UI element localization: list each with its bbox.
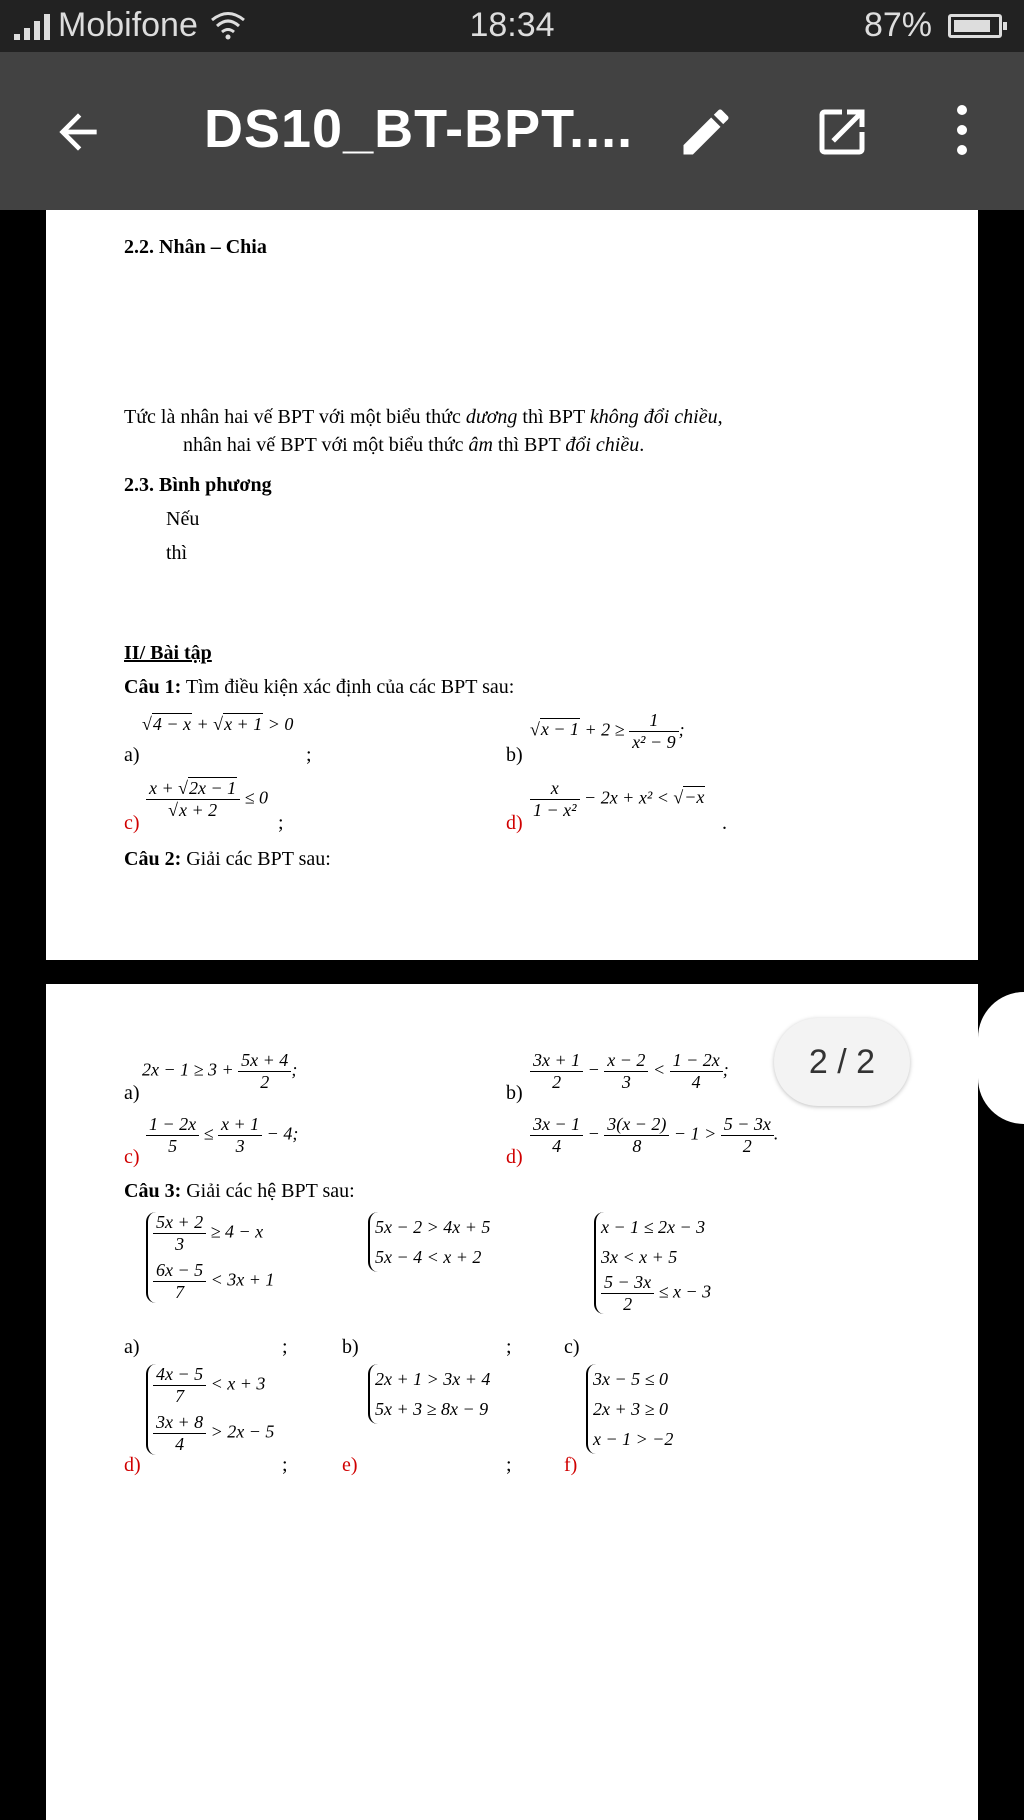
separator: . <box>722 812 727 834</box>
text-run: , <box>717 406 723 428</box>
text-run: nhân hai vế BPT với một biểu thức <box>183 434 469 456</box>
document-page-1 <box>46 210 978 960</box>
math-expression: $\frac{1 - 2x}{5}$ ≤ $\frac{x + 1}{3}$ − 4; <box>146 1114 298 1156</box>
separator: ; <box>278 812 284 834</box>
math-expression: $\frac{3x - 1}{4}$ − $\frac{3(x - 2)}{8}$ − 1 > $\frac{5 - 3x}{2}$ . <box>530 1114 778 1156</box>
text-run-italic: dương <box>465 406 518 428</box>
section-heading: 2.2. Nhân – Chia <box>124 236 267 258</box>
back-arrow-icon[interactable] <box>50 104 106 160</box>
app-bar <box>0 52 1024 210</box>
question-label: Câu 2: <box>124 848 182 870</box>
math-system: $\frac{5x + 2}{3}$ ≥ 4 − x $\frac{6x - 5}{7}$ < 3x + 1 <box>146 1212 274 1303</box>
exercise-label: d) <box>506 812 523 834</box>
question-label: Câu 1: <box>124 676 182 698</box>
question-2 <box>124 848 331 871</box>
question-3 <box>124 1180 355 1203</box>
status-bar <box>0 0 1024 52</box>
text-run-italic: không đổi chiều <box>589 406 718 428</box>
math-expression: $\frac{x + √2x - 1}{√x + 2}$ ≤ 0 <box>146 778 268 820</box>
separator: ; <box>506 1454 512 1476</box>
document-title: DS10_BT-BPT.... <box>204 99 634 159</box>
math-system: x − 1 ≤ 2x − 3 3x < x + 5 $\frac{5 - 3x}{2}$ ≤ x − 3 <box>594 1212 711 1314</box>
exercise-label: c) <box>124 812 140 834</box>
exercise-label: c) <box>124 1146 140 1168</box>
math-expression: 2x − 1 ≥ 3 + $\frac{5x + 4}{2}$ ; <box>142 1050 298 1092</box>
text-line: thì <box>166 542 188 564</box>
math-expression: √4 − x + √x + 1 > 0 <box>142 714 294 734</box>
math-expression: $\frac{3x + 1}{2}$ − $\frac{x - 2}{3}$ < $\frac{1 - 2x}{4}$ ; <box>530 1050 729 1092</box>
exercise-label: c) <box>564 1336 580 1358</box>
text-run: Tức là nhân hai vế BPT với một biểu thức <box>124 406 466 428</box>
text-run: . <box>639 434 645 456</box>
separator: ; <box>506 1336 512 1358</box>
text-line: Nếu <box>166 508 200 530</box>
exercise-label: b) <box>506 744 523 766</box>
separator: ; <box>282 1454 288 1476</box>
carrier-name: Mobifone <box>58 6 198 44</box>
math-system: $\frac{4x - 5}{7}$ < x + 3 $\frac{3x + 8}{4}$ > 2x − 5 <box>146 1364 274 1455</box>
math-expression: $\frac{x}{\text{1 − x²}}$ − 2x + x² < √−x <box>530 778 705 820</box>
exercise-label: b) <box>342 1336 359 1358</box>
text-run: thì BPT <box>517 406 590 428</box>
exercise-label: f) <box>564 1454 578 1476</box>
document-page-2 <box>46 984 978 1820</box>
paragraph-line <box>183 434 644 457</box>
question-text: Giải các hệ BPT sau: <box>181 1180 355 1202</box>
page-indicator: 2 / 2 <box>774 1018 910 1106</box>
text-run-italic: âm <box>468 434 493 456</box>
paragraph-line <box>124 406 723 429</box>
battery-percent: 87% <box>863 6 932 44</box>
battery-icon <box>948 14 1002 38</box>
battery-level <box>954 20 990 32</box>
open-external-icon[interactable] <box>812 102 872 162</box>
question-text: Giải các BPT sau: <box>181 848 331 870</box>
separator: ; <box>306 744 312 766</box>
math-system: 3x − 5 ≤ 0 2x + 3 ≥ 0 x − 1 > −2 <box>586 1364 673 1454</box>
section-heading: 2.3. Bình phương <box>124 474 272 496</box>
text-run-italic: đổi chiều <box>565 434 640 456</box>
exercise-label: a) <box>124 744 140 766</box>
math-expression: √x − 1 + 2 ≥ $\frac{1}{\text{x² − 9}}$ ; <box>530 710 685 752</box>
exercise-label: a) <box>124 1336 140 1358</box>
math-system: 2x + 1 > 3x + 4 5x + 3 ≥ 8x − 9 <box>368 1364 490 1424</box>
question-text: Tìm điều kiện xác định của các BPT sau: <box>181 676 515 698</box>
exercise-label: b) <box>506 1082 523 1104</box>
exercise-label: e) <box>342 1454 358 1476</box>
clock: 18:34 <box>469 6 555 44</box>
question-1 <box>124 676 514 699</box>
fast-scroll-handle[interactable] <box>978 992 1024 1124</box>
more-vert-icon[interactable] <box>950 102 974 158</box>
section-heading: II/ Bài tập <box>124 642 212 664</box>
text-run: thì BPT <box>492 434 566 456</box>
separator: ; <box>282 1336 288 1358</box>
question-label: Câu 3: <box>124 1180 182 1202</box>
exercise-label: a) <box>124 1082 140 1104</box>
edit-pencil-icon[interactable] <box>676 102 736 162</box>
exercise-label: d) <box>506 1146 523 1168</box>
exercise-label: d) <box>124 1454 141 1476</box>
math-system: 5x − 2 > 4x + 5 5x − 4 < x + 2 <box>368 1212 490 1272</box>
